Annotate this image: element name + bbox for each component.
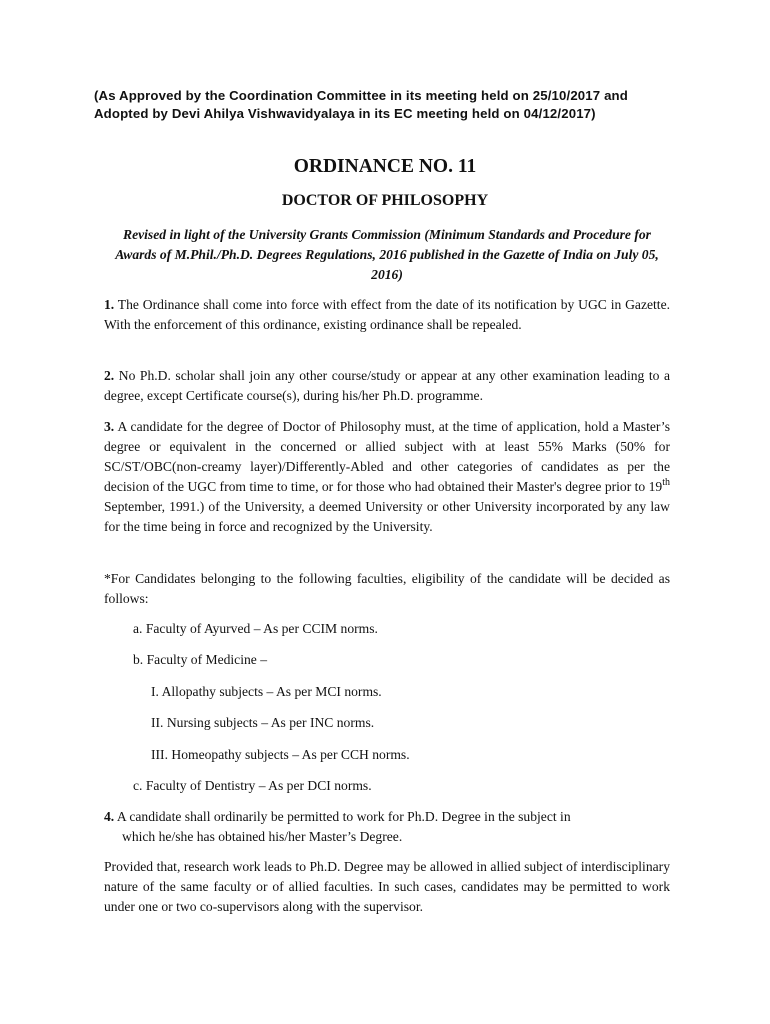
clause-number: 3. <box>104 419 115 434</box>
clause-text-cont: which he/she has obtained his/her Master’s Degree. <box>122 829 403 844</box>
ordinance-title: ORDINANCE NO. 11 <box>293 156 477 177</box>
clause-text: A candidate shall ordinarily be permitted to work for Ph.D. Degree in the subject in <box>116 809 571 824</box>
faculties-intro: *For Candidates belonging to the following faculties, eligibility of the candidate will be decided as follows: <box>104 571 670 606</box>
proviso-paragraph: Provided that, research work leads to Ph.D. Degree may be allowed in allied subject of interdisciplinary nature of the same faculty or of allied faculties. In such cases, candidates may be permitted to work under one or two co-supervisors along with the supervisor. <box>104 859 670 914</box>
clause-1 <box>104 295 670 335</box>
faculty-subitem-2: II. Nursing subjects – As per INC norms. <box>151 715 375 730</box>
faculty-item-a: a. Faculty of Ayurved – As per CCIM norms. <box>133 621 378 636</box>
clause-3 <box>104 417 670 537</box>
superscript: th <box>662 477 670 488</box>
clause-number: 4. <box>104 809 115 824</box>
faculty-item-c: c. Faculty of Dentistry – As per DCI norms. <box>133 778 372 793</box>
faculty-item-b: b. Faculty of Medicine – <box>133 652 268 667</box>
clause-text: A candidate for the degree of Doctor of Philosophy must, at the time of application, hold a Master’s degree or equivalent in the concerned or allied subject with at least 55% Marks (50% for SC/ST/OBC(non-creamy layer)/Differently-Abled and other categories of candidates as per the decision of the UGC from time to time, or for those who had obtained their Master's degree prior to 19 <box>104 419 670 494</box>
ordinance-subtitle: DOCTOR OF PHILOSOPHY <box>281 192 489 209</box>
clause-2 <box>104 366 670 406</box>
clause-4 <box>104 807 670 847</box>
clause-text: The Ordinance shall come into force with effect from the date of its notification by UGC in Gazette. With the enforcement of this ordinance, existing ordinance shall be repealed. <box>104 297 671 332</box>
clause-text-cont: September, 1991.) of the University, a deemed University or other University incorporated by any law for the time being in force and recognized by the University. <box>104 499 670 534</box>
clause-number: 1. <box>104 297 115 312</box>
faculty-subitem-3: III. Homeopathy subjects – As per CCH norms. <box>151 747 410 762</box>
faculty-subitem-1: I. Allopathy subjects – As per MCI norms. <box>151 684 382 699</box>
revised-note: Revised in light of the University Grants Commission (Minimum Standards and Procedure for Awards of M.Phil./Ph.D. Degrees Regulations, 2016 published in the Gazette of India on July 05, 2016) <box>115 227 659 282</box>
clause-text: No Ph.D. scholar shall join any other course/study or appear at any other examination leading to a degree, except Certificate course(s), during his/her Ph.D. programme. <box>104 368 671 403</box>
approval-note: (As Approved by the Coordination Committee in its meeting held on 25/10/2017 and Adopted by Devi Ahilya Vishwavidyalaya in its EC meeting held on 04/12/2017) <box>94 88 628 121</box>
clause-number: 2. <box>104 368 115 383</box>
